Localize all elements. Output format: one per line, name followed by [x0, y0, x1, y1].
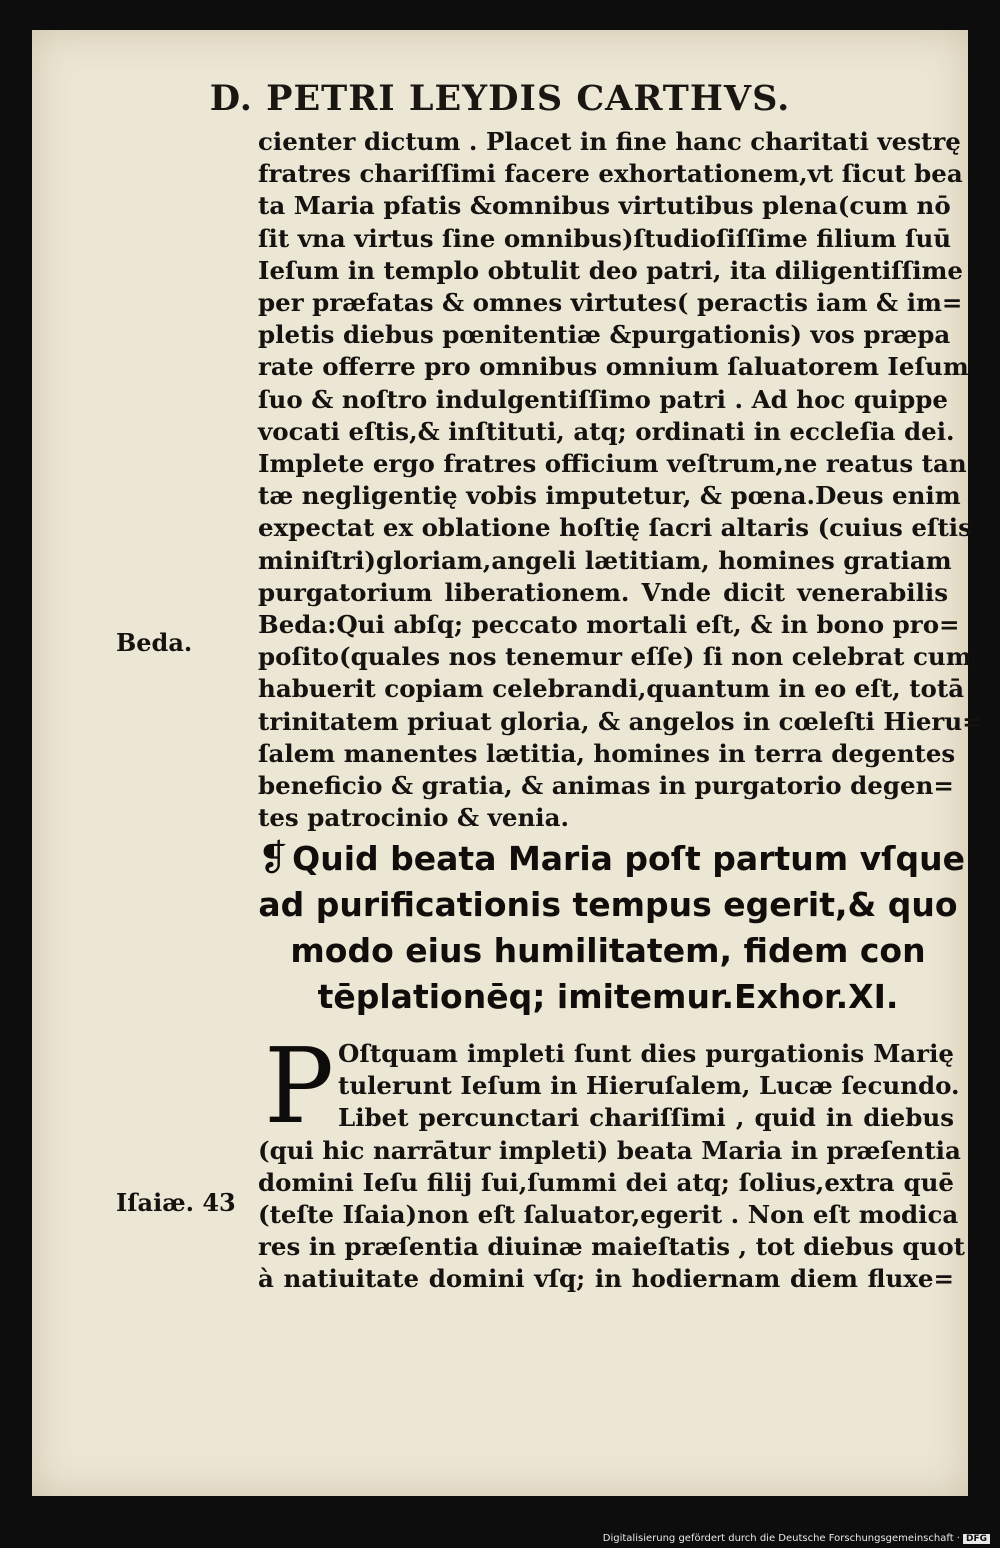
body-line: ſalem manentes lætitia, homines in terra degentes — [258, 738, 956, 768]
heading-line-3: modo eius humilitatem, fidem con — [290, 931, 926, 970]
heading-line-4: tēplationēq; imitemur.Exhor.XI. — [317, 977, 899, 1016]
body-line: trinitatem priuat gloria, & angelos in cœleſti Hieru= — [258, 706, 983, 736]
para2-line: tulerunt Ieſum in Hieruſalem, Lucæ ſecundo. — [338, 1071, 960, 1101]
body-line: pletis diebus pœnitentiæ &purgationis) vos præpa — [258, 320, 951, 350]
body-line: cienter dictum . Placet in fine hanc charitati vestrę — [258, 127, 961, 156]
funding-footer — [603, 1533, 990, 1544]
body-line: Implete ergo fratres officium veſtrum,ne reatus tan — [258, 449, 967, 479]
body-line: expectat ex oblatione hoſtię ſacri altaris (cuius eſtis — [258, 513, 972, 543]
body-line: beneficio & gratia, & animas in purgatorio degen= — [258, 771, 954, 801]
body-line: Ieſum in templo obtulit deo patri, ita diligentiſſime — [258, 255, 964, 285]
footer-text: Digitalisierung gefördert durch die Deutsche Forschungsgemeinschaft · — [602, 1533, 960, 1544]
body-line: ſuo & noſtro indulgentiſſimo patri . Ad hoc quippe — [258, 384, 948, 414]
body-line: fratres chariſſimi facere exhortationem,vt ſicut bea — [258, 159, 963, 189]
marginal-note-beda: Beda. — [116, 628, 193, 657]
body-line: tes patrocinio & venia. — [258, 803, 570, 833]
body-line: purgatorium liberationem. Vnde dicit venerabilis — [258, 577, 948, 607]
para2-line: (teſte Iſaia)non eſt ſaluator,egerit . Non eſt modica — [258, 1200, 959, 1230]
para2-line: domini Ieſu filij ſui,ſummi dei atq; ſolius,extra quē — [258, 1167, 954, 1197]
drop-cap: P — [264, 1025, 334, 1147]
para2-line: Libet percunctari chariſſimi , quid in diebus — [338, 1103, 954, 1133]
pilcrow-icon: ❡ — [258, 838, 289, 879]
heading-line-2: ad purificationis tempus egerit,& quo — [258, 885, 958, 924]
body-line: habuerit copiam celebrandi,quantum in eo eſt, totā — [258, 674, 965, 704]
heading-line-1: ❡ Quid beata Maria poſt partum vſque — [258, 838, 965, 879]
chapter-heading — [258, 836, 965, 1020]
para2-line: à natiuitate domini vſq; in hodiernam diem fluxe= — [258, 1264, 954, 1294]
para2-line: Oſtquam impleti ſunt dies purgationis Marię — [338, 1039, 954, 1068]
book-page — [32, 30, 983, 1496]
marginal-note-isaiah: Iſaiæ. 43 — [116, 1188, 236, 1217]
body-line: poſito(quales nos tenemur eſſe) ſi non celebrat cum — [258, 642, 972, 672]
body-line: Beda:Qui abſq; peccato mortali eſt, & in bono pro= — [258, 610, 960, 640]
running-header: D. PETRI LEYDIS CARTHVS. — [209, 78, 791, 119]
para2-line: res in præſentia diuinæ maieſtatis , tot diebus quot — [258, 1232, 965, 1262]
body-line: vocati eſtis,& inſtituti, atq; ordinati in eccleſia dei. — [258, 416, 955, 446]
body-text — [258, 126, 983, 834]
para2-line: (qui hic narrātur impleti) beata Maria in præſentia — [258, 1135, 961, 1165]
dfg-logo: DFG — [963, 1534, 990, 1544]
body-line: tæ negligentię vobis imputetur, & pœna.Deus enim — [258, 481, 961, 511]
body-line: ta Maria pfatis &omnibus virtutibus plena(cum nō — [258, 191, 951, 221]
body-line: per præfatas & omnes virtutes( peractis iam & im= — [258, 288, 963, 318]
body-line: rate offerre pro omnibus omnium ſaluatorem Ieſum — [258, 352, 969, 382]
body-line: miniſtri)gloriam,angeli lætitiam, homines gratiam — [258, 545, 952, 575]
body-line: ſit vna virtus ſine omnibus)ſtudioſiſſime filium ſuū — [258, 223, 952, 253]
paragraph-2 — [258, 1025, 965, 1296]
